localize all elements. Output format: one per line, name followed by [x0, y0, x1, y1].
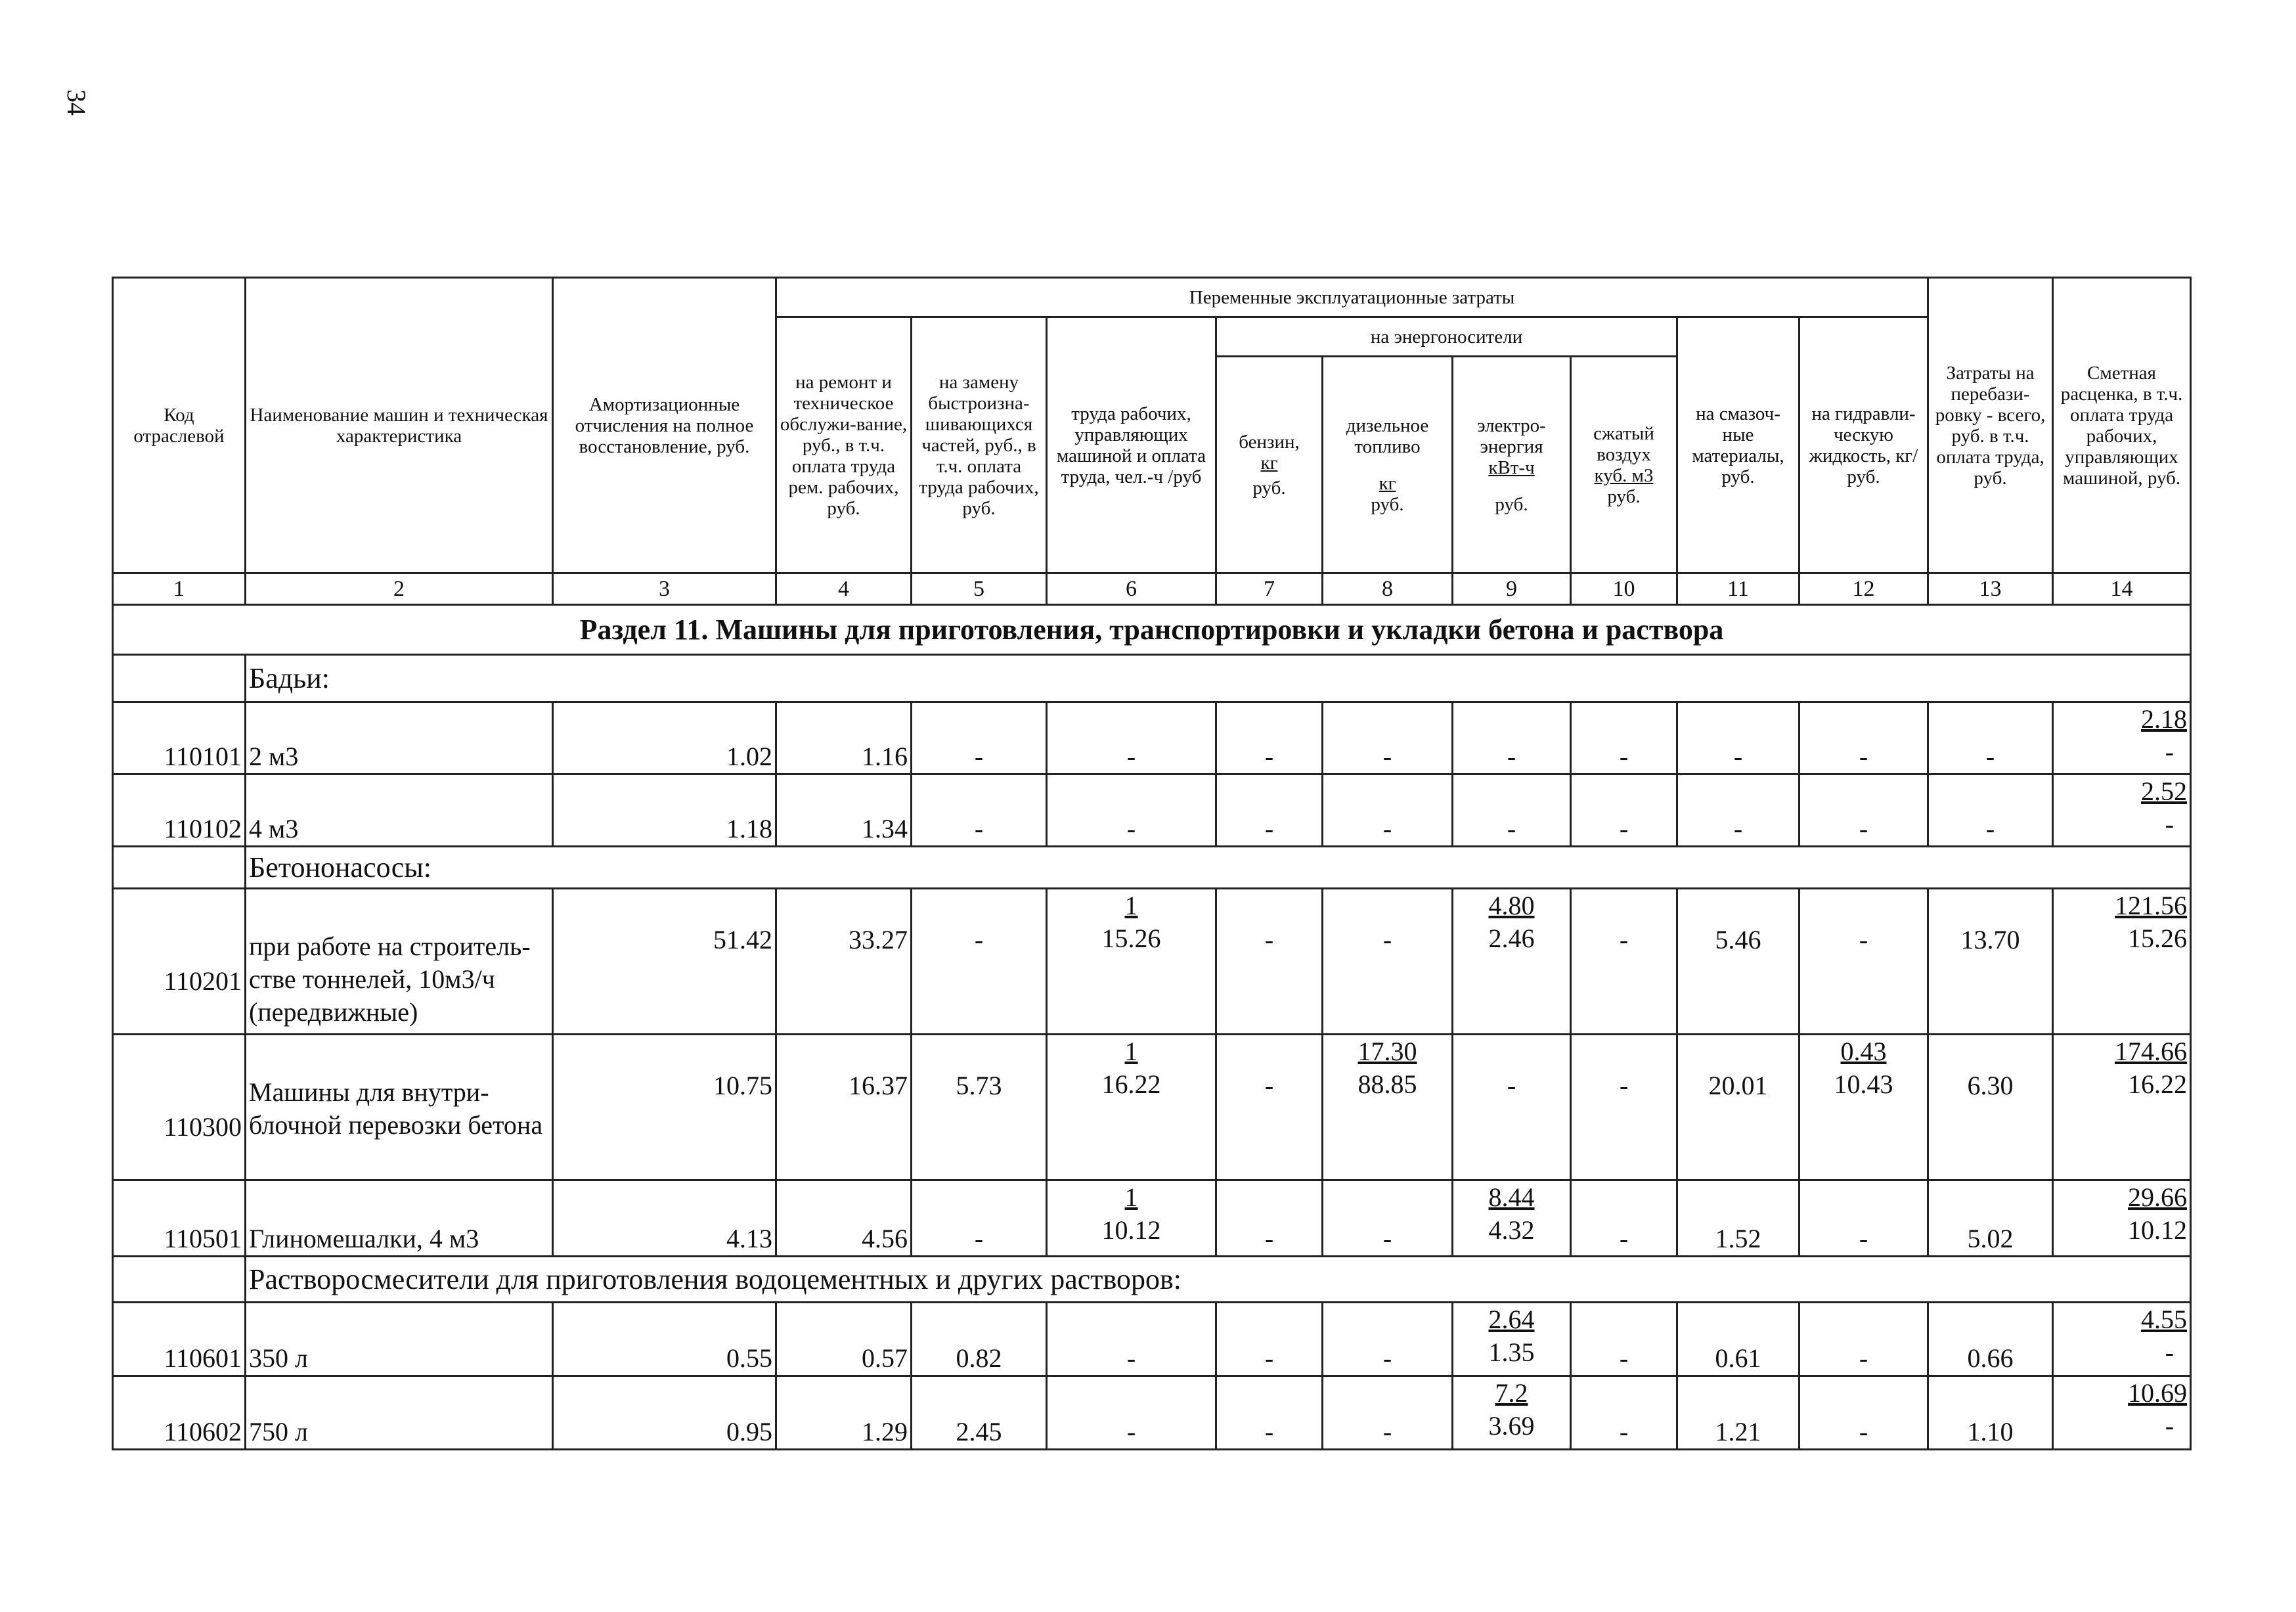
cell-air: -	[1571, 889, 1677, 1035]
row-code: 110300	[113, 1035, 246, 1180]
row-name: 2 м3	[246, 702, 553, 774]
col-num: 3	[553, 573, 776, 605]
labor-hours: 1	[1124, 1182, 1138, 1212]
header-hydraulic: на гидравли-ческую жидкость, кг/руб.	[1799, 317, 1928, 573]
table-row	[113, 702, 2191, 774]
group-row	[113, 655, 2191, 702]
cell-lubricants: 1.21	[1677, 1376, 1799, 1450]
cell-labor: -	[1047, 702, 1216, 774]
col-num: 8	[1323, 573, 1453, 605]
cell-petrol: -	[1216, 1035, 1323, 1180]
header-estimate-rate: Сметная расценка, в т.ч. оплата труда рабочих, управляющих машиной, руб.	[2053, 278, 2191, 573]
group-row	[113, 847, 2191, 889]
cell-relocation: -	[1928, 702, 2053, 774]
row-name: Машины для внутри-блочной перевозки бетона	[246, 1035, 553, 1180]
rate-total: 121.56	[2115, 891, 2188, 920]
cell-labor	[1047, 1180, 1216, 1257]
rate-labor: 15.26	[2128, 924, 2188, 953]
cell-petrol: -	[1216, 1303, 1323, 1376]
row-code: 110201	[113, 889, 246, 1035]
labor-pay: 16.22	[1101, 1069, 1161, 1099]
cell-repair: 33.27	[776, 889, 912, 1035]
rate-labor: -	[2165, 809, 2175, 839]
rate-total: 10.69	[2128, 1378, 2188, 1408]
cell-petrol: -	[1216, 1180, 1323, 1257]
electric-kwh: 4.80	[1488, 891, 1535, 920]
cell-hydraulic: -	[1799, 774, 1928, 847]
cell-replacement: -	[912, 702, 1047, 774]
col-num: 2	[246, 573, 553, 605]
col-num: 10	[1571, 573, 1677, 605]
group-row	[113, 1257, 2191, 1303]
table-row	[113, 889, 2191, 1035]
hydraulic-rub: 10.43	[1834, 1069, 1893, 1099]
cell-estimate-rate	[2053, 1376, 2191, 1450]
cell-repair: 1.16	[776, 702, 912, 774]
cell-diesel: -	[1323, 702, 1453, 774]
cell-electric: -	[1453, 702, 1571, 774]
header-air-unit: куб. м3	[1594, 464, 1654, 486]
electric-rub: 4.32	[1488, 1215, 1535, 1245]
hydraulic-kg: 0.43	[1840, 1037, 1887, 1066]
cell-lubricants: -	[1677, 702, 1799, 774]
col-num: 9	[1453, 573, 1571, 605]
cell-petrol: -	[1216, 702, 1323, 774]
row-code: 110601	[113, 1303, 246, 1376]
empty-cell	[113, 847, 246, 889]
cell-lubricants: 0.61	[1677, 1303, 1799, 1376]
header-replacement: на замену быстроизна-шивающихся частей, руб., в т.ч. оплата труда рабочих, руб.	[912, 317, 1047, 573]
cell-electric: -	[1453, 1035, 1571, 1180]
cell-relocation: -	[1928, 774, 2053, 847]
col-num: 14	[2053, 573, 2191, 605]
header-lubricants: на смазоч-ные материалы, руб.	[1677, 317, 1799, 573]
rate-labor: -	[2165, 1411, 2175, 1441]
cell-amortization: 1.02	[553, 702, 776, 774]
rate-labor: 16.22	[2128, 1069, 2188, 1099]
cell-hydraulic: -	[1799, 1303, 1928, 1376]
cell-diesel: -	[1323, 1180, 1453, 1257]
cell-electric	[1453, 1180, 1571, 1257]
cell-labor	[1047, 889, 1216, 1035]
rate-labor: -	[2165, 1337, 2175, 1367]
group-title-pumps: Бетононасосы:	[246, 847, 2191, 889]
table-row	[113, 774, 2191, 847]
cell-estimate-rate	[2053, 1035, 2191, 1180]
cell-diesel: -	[1323, 1303, 1453, 1376]
cell-air: -	[1571, 702, 1677, 774]
page-number: 34	[62, 89, 91, 116]
row-name: при работе на строитель-стве тоннелей, 10м3/ч (передвижные)	[246, 889, 553, 1035]
row-name: 750 л	[246, 1376, 553, 1450]
row-code: 110501	[113, 1180, 246, 1257]
cell-relocation: 6.30	[1928, 1035, 2053, 1180]
cell-hydraulic: -	[1799, 702, 1928, 774]
cell-replacement: -	[912, 889, 1047, 1035]
group-title-mixers: Растворосмесители для приготовления водоцементных и других растворов:	[246, 1257, 2191, 1303]
cell-air: -	[1571, 1376, 1677, 1450]
header-air-rub: руб.	[1607, 485, 1641, 507]
cell-replacement: 5.73	[912, 1035, 1047, 1180]
cell-replacement: -	[912, 1180, 1047, 1257]
col-num: 12	[1799, 573, 1928, 605]
header-electric-unit: кВт-ч	[1488, 457, 1535, 478]
cell-replacement: 2.45	[912, 1376, 1047, 1450]
cell-replacement: 0.82	[912, 1303, 1047, 1376]
machine-rates-table	[112, 277, 2192, 1450]
col-num: 13	[1928, 573, 2053, 605]
header-relocation: Затраты на перебази-ровку - всего, руб. в т.ч. оплата труда, руб.	[1928, 278, 2053, 573]
header-air-label: сжатый воздух	[1593, 422, 1654, 465]
labor-hours: 1	[1124, 1037, 1138, 1066]
cell-estimate-rate	[2053, 889, 2191, 1035]
cell-estimate-rate	[2053, 774, 2191, 847]
cell-diesel: -	[1323, 1376, 1453, 1450]
header-code: Код отраслевой	[113, 278, 246, 573]
cell-petrol: -	[1216, 1376, 1323, 1450]
section-row	[113, 605, 2191, 655]
electric-kwh: 2.64	[1488, 1305, 1535, 1334]
cell-diesel: -	[1323, 889, 1453, 1035]
cell-air: -	[1571, 1303, 1677, 1376]
cell-amortization: 0.55	[553, 1303, 776, 1376]
cell-electric	[1453, 1376, 1571, 1450]
labor-pay: 10.12	[1101, 1215, 1161, 1245]
cell-air: -	[1571, 1035, 1677, 1180]
electric-rub: 1.35	[1488, 1337, 1535, 1367]
labor-hours: 1	[1124, 891, 1138, 920]
row-name: Глиномешалки, 4 м3	[246, 1180, 553, 1257]
empty-cell	[113, 655, 246, 702]
header-diesel-label: дизельное топливо	[1346, 414, 1429, 457]
cell-petrol: -	[1216, 774, 1323, 847]
header-row-1	[113, 278, 2191, 317]
header-diesel-rub: руб.	[1371, 493, 1404, 515]
header-petrol-label: бензин,	[1239, 431, 1300, 453]
header-variable-costs: Переменные эксплуатационные затраты	[776, 278, 1928, 317]
header-compressed-air	[1571, 357, 1677, 573]
rate-labor: 10.12	[2128, 1215, 2188, 1245]
col-num: 7	[1216, 573, 1323, 605]
header-repair: на ремонт и техническое обслужи-вание, руб., в т.ч. оплата труда рем. рабочих, руб.	[776, 317, 912, 573]
cell-hydraulic: -	[1799, 1180, 1928, 1257]
header-petrol	[1216, 357, 1323, 573]
diesel-rub: 88.85	[1358, 1069, 1417, 1099]
col-num: 1	[113, 573, 246, 605]
header-name: Наименование машин и техническая характеристика	[246, 278, 553, 573]
cell-amortization: 51.42	[553, 889, 776, 1035]
cell-lubricants: 5.46	[1677, 889, 1799, 1035]
table-row	[113, 1035, 2191, 1180]
cell-labor	[1047, 1035, 1216, 1180]
header-electric-rub: руб.	[1495, 493, 1528, 515]
header-petrol-unit: кг	[1260, 452, 1278, 474]
cell-labor: -	[1047, 774, 1216, 847]
col-num: 6	[1047, 573, 1216, 605]
cell-repair: 1.29	[776, 1376, 912, 1450]
electric-rub: 2.46	[1488, 924, 1535, 953]
rate-labor: -	[2165, 737, 2175, 767]
cell-labor: -	[1047, 1303, 1216, 1376]
header-electric	[1453, 357, 1571, 573]
cell-petrol: -	[1216, 889, 1323, 1035]
col-num: 5	[912, 573, 1047, 605]
cell-hydraulic: -	[1799, 889, 1928, 1035]
cell-air: -	[1571, 1180, 1677, 1257]
header-diesel-unit: кг	[1379, 472, 1396, 494]
col-num: 4	[776, 573, 912, 605]
row-name: 4 м3	[246, 774, 553, 847]
section-title: Раздел 11. Машины для приготовления, транспортировки и укладки бетона и раствора	[113, 605, 2191, 655]
cell-amortization: 0.95	[553, 1376, 776, 1450]
cell-labor: -	[1047, 1376, 1216, 1450]
group-title-buckets: Бадьи:	[246, 655, 2191, 702]
cell-amortization: 10.75	[553, 1035, 776, 1180]
rate-total: 29.66	[2128, 1182, 2188, 1212]
cell-repair: 4.56	[776, 1180, 912, 1257]
row-name: 350 л	[246, 1303, 553, 1376]
labor-pay: 15.26	[1101, 924, 1161, 953]
cell-electric: -	[1453, 774, 1571, 847]
electric-kwh: 7.2	[1495, 1378, 1528, 1408]
electric-rub: 3.69	[1488, 1411, 1535, 1441]
col-num: 11	[1677, 573, 1799, 605]
cell-relocation: 1.10	[1928, 1376, 2053, 1450]
cell-electric	[1453, 1303, 1571, 1376]
cell-lubricants: 20.01	[1677, 1035, 1799, 1180]
cell-lubricants: 1.52	[1677, 1180, 1799, 1257]
header-diesel	[1323, 357, 1453, 573]
cell-hydraulic: -	[1799, 1376, 1928, 1450]
cell-estimate-rate	[2053, 1303, 2191, 1376]
cell-relocation: 13.70	[1928, 889, 2053, 1035]
cell-hydraulic	[1799, 1035, 1928, 1180]
electric-kwh: 8.44	[1488, 1182, 1535, 1212]
table-row	[113, 1180, 2191, 1257]
cell-amortization: 1.18	[553, 774, 776, 847]
table-row	[113, 1303, 2191, 1376]
header-amortization: Амортизационные отчисления на полное восстановление, руб.	[553, 278, 776, 573]
cell-diesel	[1323, 1035, 1453, 1180]
header-petrol-rub: руб.	[1252, 477, 1286, 499]
cell-relocation: 0.66	[1928, 1303, 2053, 1376]
cell-air: -	[1571, 774, 1677, 847]
cell-estimate-rate	[2053, 702, 2191, 774]
header-labor: труда рабочих, управляющих машиной и оплата труда, чел.-ч /руб	[1047, 317, 1216, 573]
cell-repair: 0.57	[776, 1303, 912, 1376]
cell-electric	[1453, 889, 1571, 1035]
cell-replacement: -	[912, 774, 1047, 847]
rate-total: 4.55	[2141, 1305, 2188, 1334]
diesel-kg: 17.30	[1358, 1037, 1417, 1066]
table-row	[113, 1376, 2191, 1450]
header-energy: на энергоносители	[1216, 317, 1677, 357]
rate-total: 2.18	[2141, 704, 2188, 734]
row-code: 110602	[113, 1376, 246, 1450]
row-code: 110102	[113, 774, 246, 847]
column-numbers-row	[113, 573, 2191, 605]
cell-lubricants: -	[1677, 774, 1799, 847]
cell-diesel: -	[1323, 774, 1453, 847]
header-electric-label: электро-энергия	[1477, 414, 1546, 457]
cell-amortization: 4.13	[553, 1180, 776, 1257]
cell-relocation: 5.02	[1928, 1180, 2053, 1257]
empty-cell	[113, 1257, 246, 1303]
cell-estimate-rate	[2053, 1180, 2191, 1257]
cell-repair: 16.37	[776, 1035, 912, 1180]
cell-repair: 1.34	[776, 774, 912, 847]
rate-total: 2.52	[2141, 776, 2188, 806]
rate-total: 174.66	[2115, 1037, 2188, 1066]
row-code: 110101	[113, 702, 246, 774]
